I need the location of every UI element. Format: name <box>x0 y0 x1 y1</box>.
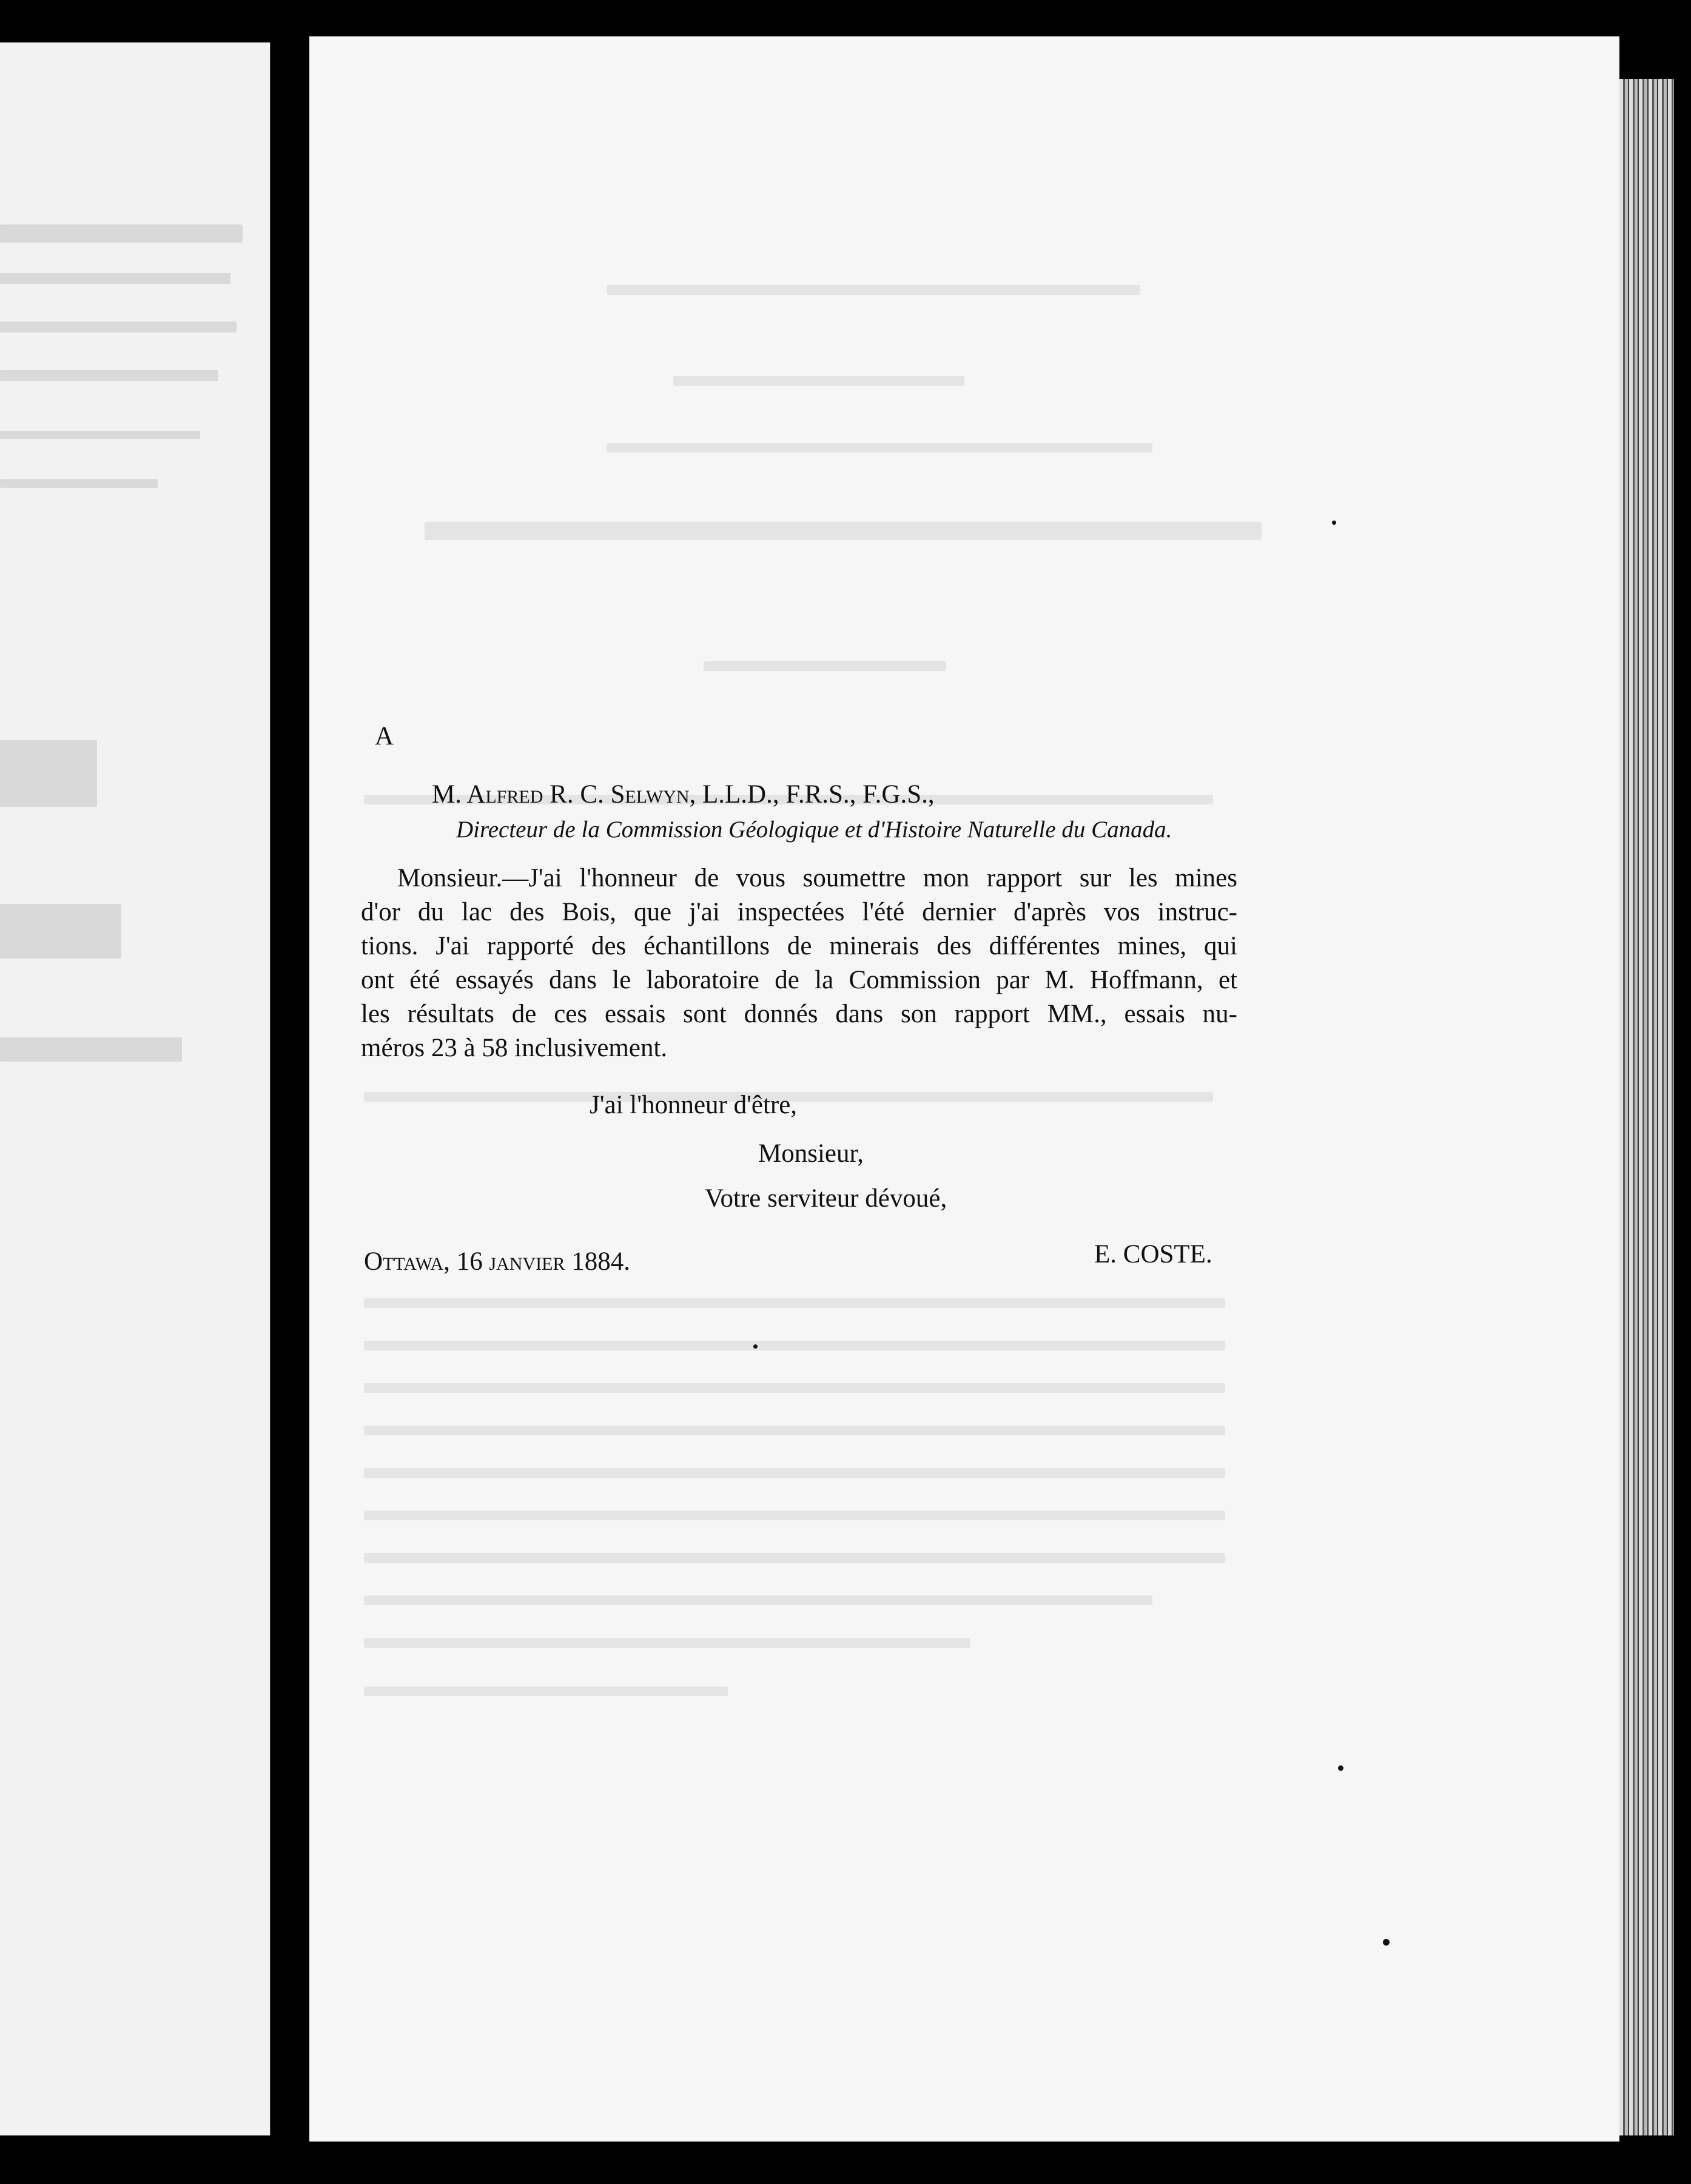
bleed-through-mark <box>0 1037 182 1062</box>
body-line: d'or du lac des Bois, que j'ai inspectées l'été dernier d'après vos instruc- <box>361 898 1237 926</box>
signature: E. COSTE. <box>1094 1240 1212 1269</box>
bleed-through-mark <box>0 479 158 488</box>
bleed-through-mark <box>364 1553 1225 1563</box>
bleed-through-mark <box>364 1687 728 1696</box>
body-line: les résultats de ces essais sont donnés dans son rapport MM., essais nu- <box>361 1000 1237 1028</box>
bleed-through-mark <box>0 370 218 381</box>
closing-line-2: Monsieur, <box>758 1139 864 1168</box>
bleed-through-mark <box>364 1468 1225 1478</box>
page-edges <box>1619 79 1674 2135</box>
bleed-through-mark <box>0 273 230 284</box>
dust-speck <box>1332 521 1336 525</box>
bleed-through-mark <box>364 1426 1225 1435</box>
left-facing-page <box>0 42 271 2135</box>
body-line: ont été essayés dans le laboratoire de la Commission par M. Hoffmann, et <box>361 966 1237 994</box>
bleed-through-mark <box>607 285 1140 295</box>
bleed-through-mark <box>364 1596 1152 1605</box>
closing-line-1: J'ai l'honneur d'être, <box>590 1091 798 1119</box>
body-line: tions. J'ai rapporté des échantillons de minerais des différentes mines, qui <box>361 932 1237 960</box>
bleed-through-mark <box>0 431 200 439</box>
bleed-through-mark <box>673 376 964 386</box>
bleed-through-mark <box>0 224 243 243</box>
dust-speck <box>753 1344 758 1349</box>
bleed-through-mark <box>425 522 1262 540</box>
bleed-through-mark <box>364 1511 1225 1520</box>
dust-speck <box>1338 1765 1343 1771</box>
body-line: Monsieur.—J'ai l'honneur de vous soumettre mon rapport sur les mines <box>397 864 1237 892</box>
salutation-a: A <box>375 722 394 750</box>
place-date: Ottawa, 16 janvier 1884. <box>364 1247 630 1276</box>
bleed-through-mark <box>0 740 97 807</box>
closing-line-3: Votre serviteur dévoué, <box>705 1184 947 1213</box>
bleed-through-mark <box>364 1638 970 1648</box>
main-page <box>309 36 1619 2142</box>
bleed-through-mark <box>364 1383 1225 1393</box>
letter-body <box>361 861 1237 1065</box>
bleed-through-mark <box>704 661 946 671</box>
recipient-title: Directeur de la Commission Géologique et d'Histoire Naturelle du Canada. <box>456 817 1172 843</box>
bleed-through-mark <box>607 443 1152 453</box>
bleed-through-mark <box>364 1298 1225 1308</box>
body-line: méros 23 à 58 inclusivement. <box>361 1034 668 1062</box>
recipient-name: M. Alfred R. C. Selwyn, L.L.D., F.R.S., F.G.S., <box>432 780 935 809</box>
bleed-through-mark <box>364 1341 1225 1350</box>
book-gutter <box>272 36 309 2142</box>
dust-speck <box>1383 1939 1390 1946</box>
bleed-through-mark <box>0 322 237 332</box>
bleed-through-mark <box>0 904 121 959</box>
